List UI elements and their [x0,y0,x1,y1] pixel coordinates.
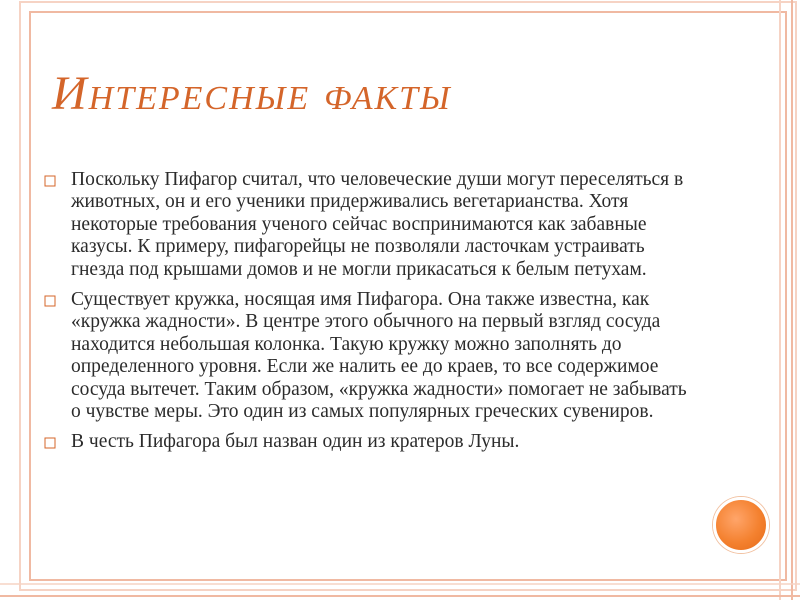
bullet-item [44,289,692,423]
hollow-square-bullet-icon [44,437,56,449]
bullet-text: Поскольку Пифагор считал, что человеческие души могут переселяться в животных, он и его ученики придерживались вегетарианства. Хотя некоторые требования ученого сейчас воспринимаются как забавные казусы. К примеру, пифагорейцы не позволяли ласточкам устраивать гнезда под крышами домов и не могли прикасаться к белым петухам. [71,169,684,280]
bullet-text: Существует кружка, носящая имя Пифагора. Она также известна, как «кружка жадности». В центре этого обычного на первый взгляд сосуда находится небольшая колонка. Такую кружку можно заполнять до определенного уровня. Если же налить ее до краев, то все содержимое сосуда вытечет. Таким образом, «кружка жадности» помогает не забывать о чувстве меры. Это один из самых популярных греческих сувениров. [71,289,687,423]
orange-circle-decoration [713,497,769,553]
slide-title: Интересные факты [52,67,452,120]
bullet-list [44,169,692,462]
bullet-text: В честь Пифагора был назван один из кратеров Луны. [71,431,520,453]
bullet-item [44,169,692,281]
hollow-square-bullet-icon [44,175,56,187]
hollow-square-bullet-icon [44,295,56,307]
bullet-item [44,431,692,453]
